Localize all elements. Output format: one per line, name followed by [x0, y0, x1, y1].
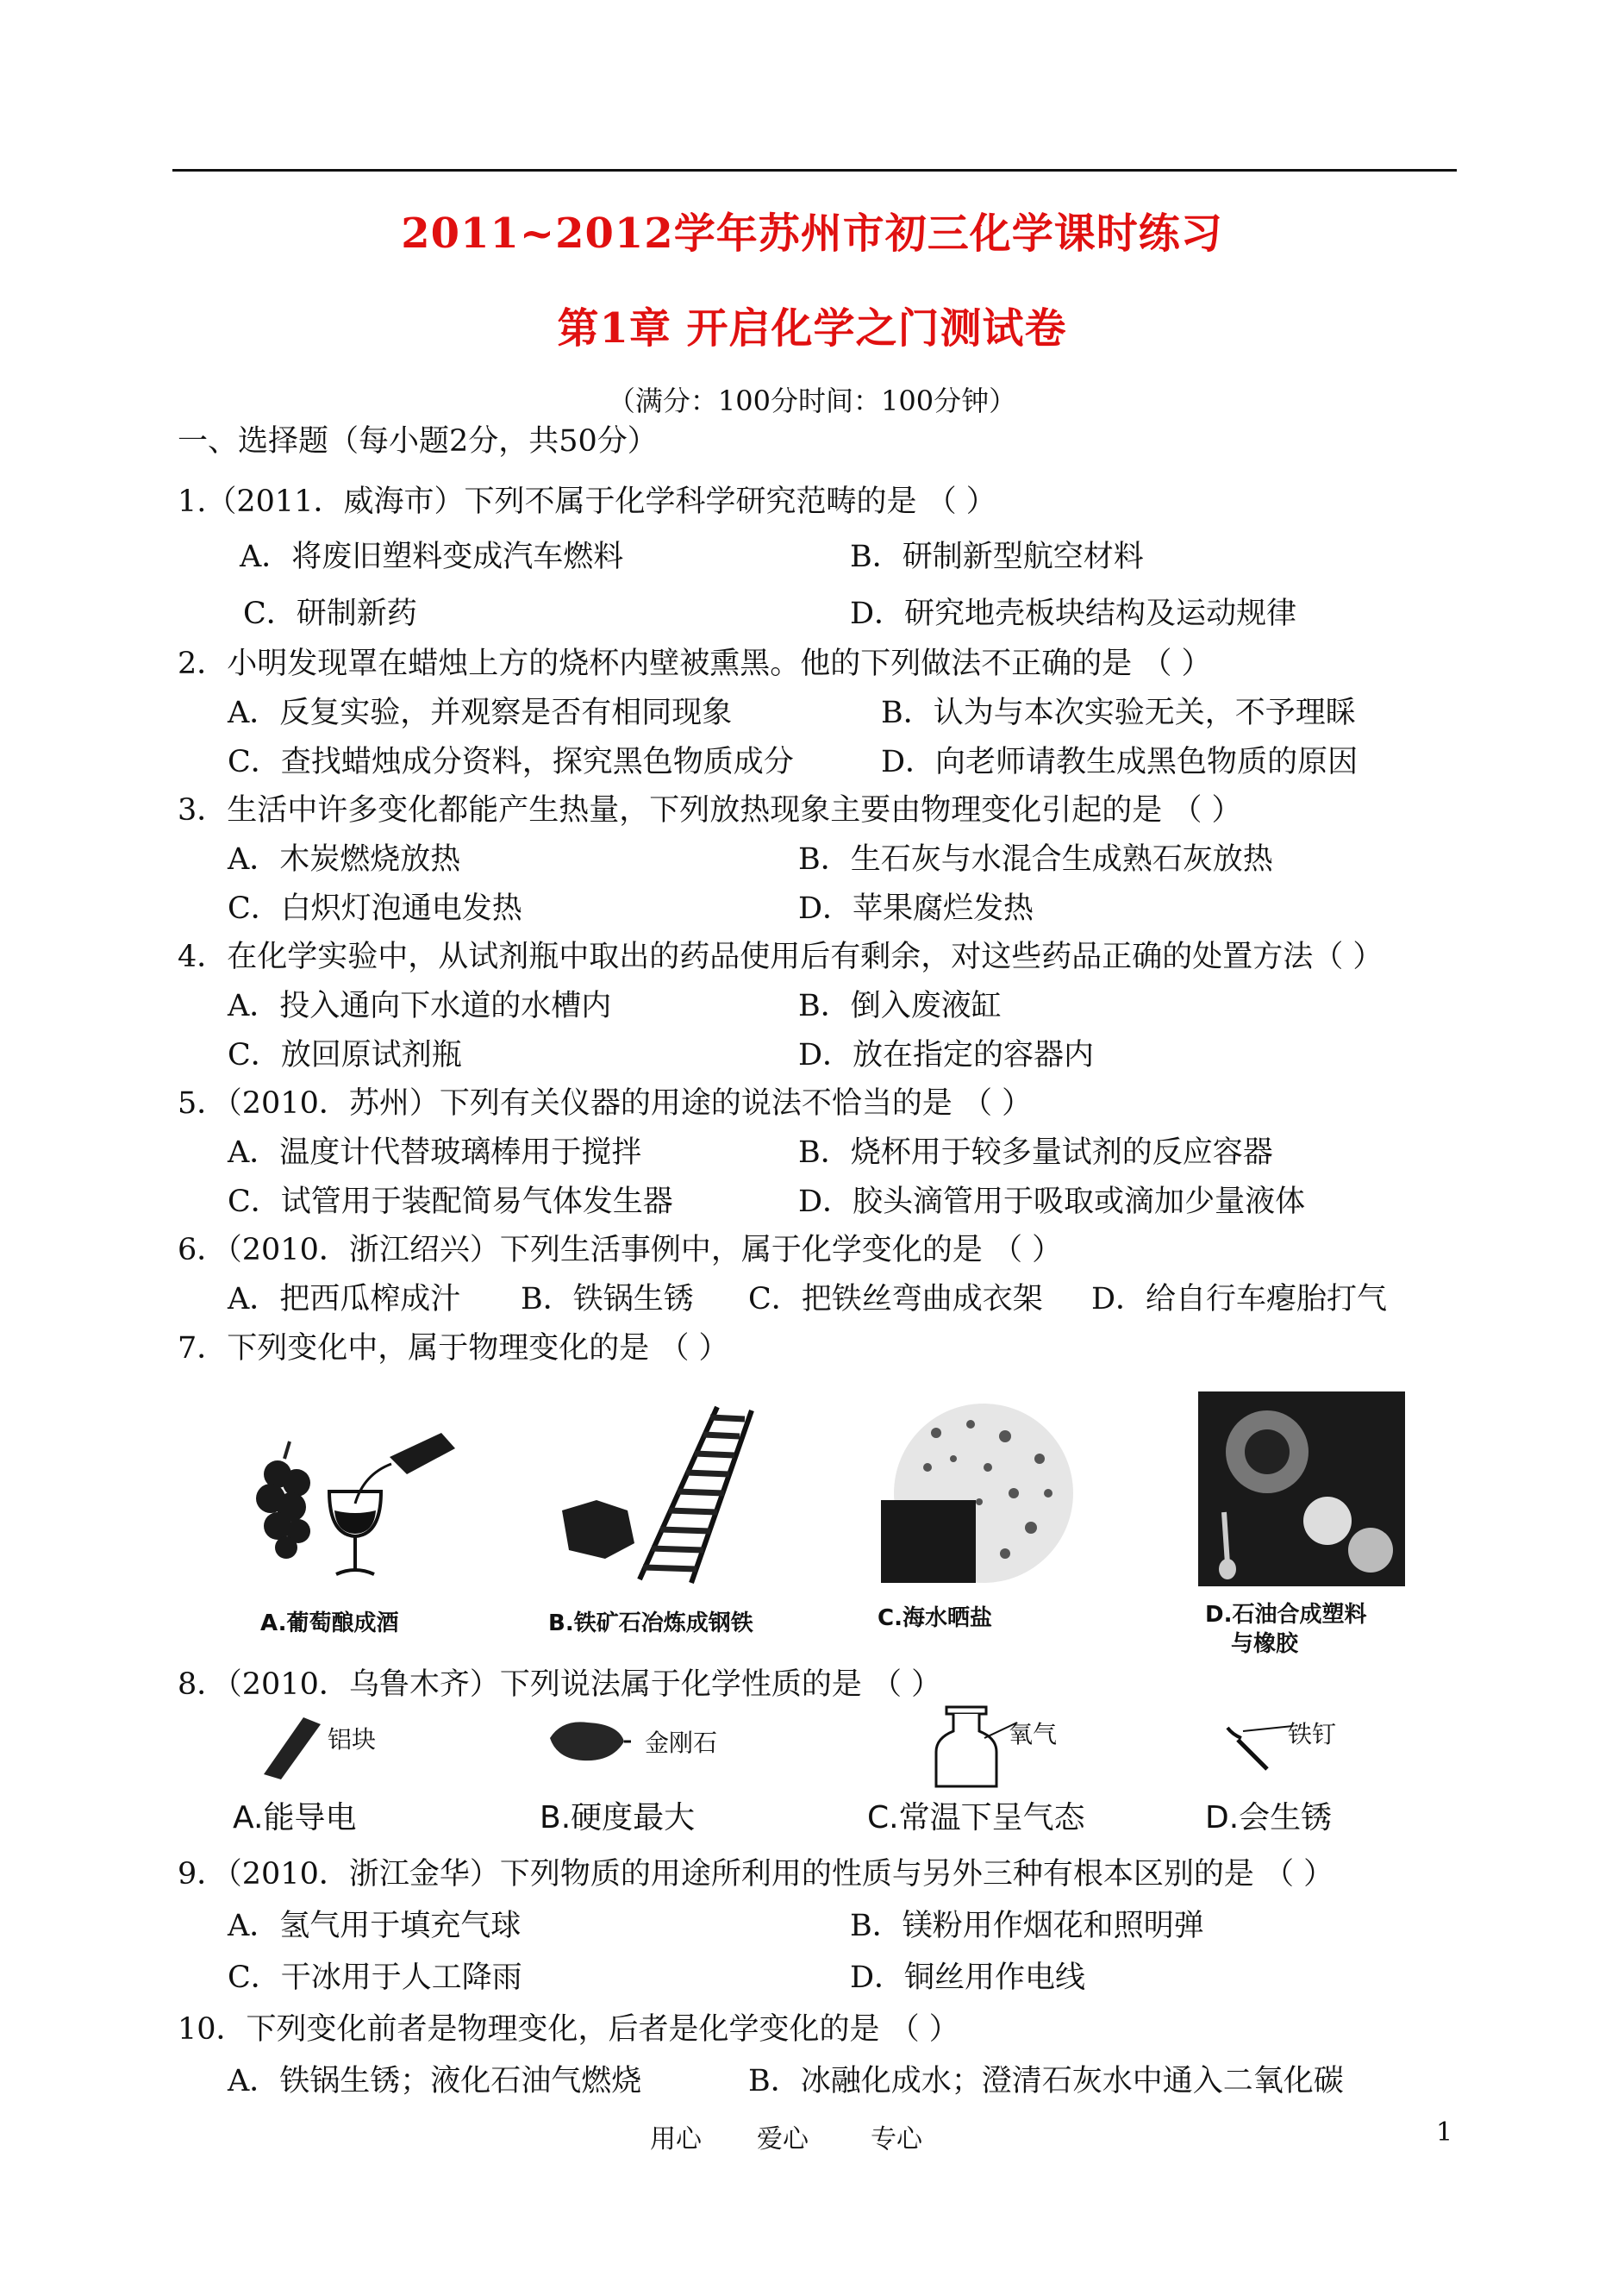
- diamond-icon: [545, 1716, 631, 1767]
- question-2-option-c: C．查找蜡烛成分资料，探究黑色物质成分: [228, 745, 794, 779]
- question-3-option-a: A．木炭燃烧放热: [228, 842, 461, 877]
- question-10-stem: 10．下列变化前者是物理变化，后者是化学变化的是 （ ）: [178, 2012, 959, 2047]
- question-8-caption-c: C.常温下呈气态: [867, 1800, 1085, 1835]
- iron-nail-label: 铁钉: [1288, 1720, 1337, 1748]
- petroleum-plastics-illustration: [1198, 1391, 1405, 1586]
- question-3-stem: 3．生活中许多变化都能产生热量，下列放热现象主要由物理变化引起的是 （ ）: [178, 793, 1242, 828]
- grapes-wine-illustration: [234, 1414, 476, 1586]
- figure-d-caption-line2: 与橡胶: [1231, 1631, 1299, 1657]
- question-5-option-b: B．烧杯用于较多量试剂的反应容器: [798, 1135, 1273, 1170]
- question-2-option-b: B．认为与本次实验无关，不予理睬: [881, 696, 1356, 730]
- question-10-option-a: A．铁锅生锈；液化石油气燃烧: [228, 2064, 642, 2098]
- question-6-option-a: A．把西瓜榨成汁: [228, 1282, 461, 1316]
- iron-ore-rail-illustration: [545, 1398, 769, 1588]
- footer-slogan-2: 爱心: [757, 2124, 809, 2154]
- question-2-option-a: A．反复实验，并观察是否有相同现象: [228, 696, 733, 730]
- question-6-option-c: C．把铁丝弯曲成衣架: [748, 1282, 1043, 1316]
- page-number: 1: [1436, 2117, 1453, 2148]
- oxygen-label: 氧气: [1009, 1720, 1058, 1748]
- question-8-stem: 8．（2010．乌鲁木齐）下列说法属于化学性质的是 （ ）: [178, 1667, 942, 1702]
- exam-meta: （满分：100分时间：100分钟）: [607, 385, 1017, 417]
- question-4-stem: 4．在化学实验中，从试剂瓶中取出的药品使用后有剩余，对这些药品正确的处置方法（ ）: [178, 940, 1384, 974]
- question-2-stem: 2．小明发现罩在蜡烛上方的烧杯内壁被熏黑。他的下列做法不正确的是 （ ）: [178, 647, 1212, 681]
- question-4-option-a: A．投入通向下水道的水槽内: [228, 989, 612, 1023]
- question-2-option-d: D．向老师请教生成黑色物质的原因: [881, 745, 1359, 779]
- chapter-title: 第1章 开启化学之门测试卷: [557, 304, 1067, 353]
- sea-salt-illustration: [876, 1398, 1091, 1588]
- question-9-option-b: B．镁粉用作烟花和照明弹: [850, 1909, 1204, 1943]
- aluminum-block-icon: [252, 1712, 329, 1781]
- figure-a-caption: A.葡萄酿成酒: [260, 1610, 399, 1636]
- question-5-option-a: A．温度计代替玻璃棒用于搅拌: [228, 1135, 642, 1170]
- question-9-option-a: A．氢气用于填充气球: [228, 1909, 522, 1943]
- question-4-option-b: B．倒入废液缸: [798, 989, 1002, 1023]
- question-1-option-a: A．将废旧塑料变成汽车燃料: [240, 540, 624, 574]
- figure-c-caption: C.海水晒盐: [878, 1605, 992, 1631]
- question-10-option-b: B．冰融化成水；澄清石灰水中通入二氧化碳: [748, 2064, 1344, 2098]
- question-5-stem: 5．（2010．苏州）下列有关仪器的用途的说法不恰当的是 （ ）: [178, 1086, 1033, 1121]
- question-6-option-b: B．铁锅生锈: [521, 1282, 694, 1316]
- question-9-option-d: D．铜丝用作电线: [850, 1960, 1086, 1995]
- question-9-option-c: C．干冰用于人工降雨: [228, 1960, 522, 1995]
- question-3-option-c: C．白炽灯泡通电发热: [228, 891, 522, 926]
- question-7-stem: 7．下列变化中，属于物理变化的是 （ ）: [178, 1331, 729, 1366]
- question-5-option-d: D．胶头滴管用于吸取或滴加少量液体: [798, 1185, 1306, 1219]
- page-title: 2011~2012学年苏州市初三化学课时练习: [401, 209, 1223, 258]
- question-5-option-c: C．试管用于装配简易气体发生器: [228, 1185, 673, 1219]
- question-1-option-c: C．研制新药: [243, 597, 417, 631]
- question-3-option-b: B．生石灰与水混合生成熟石灰放热: [798, 842, 1273, 877]
- aluminum-block-label: 铝块: [328, 1725, 377, 1754]
- footer-slogan-1: 用心: [650, 2124, 702, 2154]
- question-6-option-d: D．给自行车瘪胎打气: [1091, 1282, 1388, 1316]
- question-6-stem: 6．（2010．浙江绍兴）下列生活事例中，属于化学变化的是 （ ）: [178, 1233, 1063, 1267]
- question-9-stem: 9．（2010．浙江金华）下列物质的用途所利用的性质与另外三种有根本区别的是 （ ）: [178, 1857, 1334, 1892]
- question-8-caption-d: D.会生锈: [1205, 1800, 1333, 1835]
- question-4-option-c: C．放回原试剂瓶: [228, 1038, 462, 1072]
- question-4-option-d: D．放在指定的容器内: [798, 1038, 1095, 1072]
- question-8-caption-a: A.能导电: [233, 1800, 357, 1835]
- question-3-option-d: D．苹果腐烂发热: [798, 891, 1034, 926]
- figure-d-caption-line1: D.石油合成塑料: [1205, 1602, 1367, 1628]
- diamond-label: 金刚石: [645, 1729, 718, 1757]
- footer-slogan-3: 专心: [871, 2124, 922, 2154]
- question-1-option-b: B．研制新型航空材料: [850, 540, 1144, 574]
- iron-nail-icon: [1221, 1723, 1298, 1783]
- question-1-stem: 1.（2011．威海市）下列不属于化学科学研究范畴的是 （ ）: [178, 485, 996, 519]
- top-rule: [172, 169, 1457, 172]
- figure-b-caption: B.铁矿石冶炼成钢铁: [548, 1610, 753, 1636]
- section-title: 一、选择题（每小题2分，共50分）: [178, 424, 658, 459]
- question-1-option-d: D．研究地壳板块结构及运动规律: [850, 597, 1297, 631]
- question-8-caption-b: B.硬度最大: [540, 1800, 696, 1835]
